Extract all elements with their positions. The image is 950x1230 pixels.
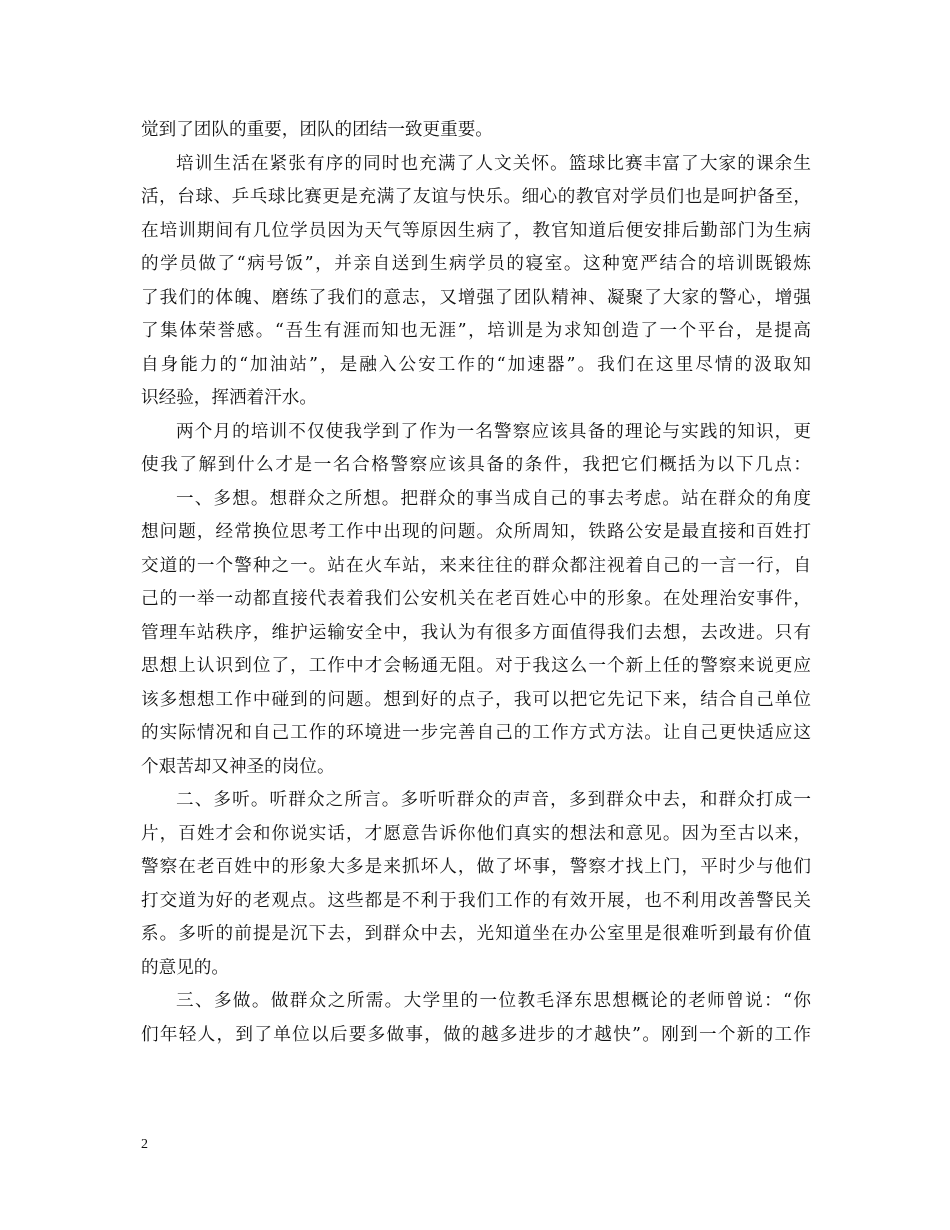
text-line: 思想上认识到位了，工作中才会畅通无阻。对于我这么一个新上任的警察来说更应 — [141, 656, 811, 676]
text-line: 活，台球、乒乓球比赛更是充满了友谊与快乐。细心的教官对学员们也是呵护备至， — [141, 187, 811, 207]
text-line: 了集体荣誉感。“吾生有涯而知也无涯”，培训是为求知创造了一个平台，是提高 — [141, 321, 811, 341]
text-line: 一、多想。想群众之所想。把群众的事当成自己的事去考虑。站在群众的角度 — [176, 488, 811, 509]
text-line: 交道的一个警种之一。站在火车站，来来往往的群众都注视着自己的一言一行，自 — [141, 555, 811, 576]
text-line: 管理车站秩序，维护运输安全中，我认为有很多方面值得我们去想，去改进。只有 — [141, 622, 811, 643]
text-line: 个艰苦却又神圣的岗位。 — [141, 756, 335, 777]
text-line: 了我们的体魄、磨练了我们的意志，又增强了团队精神、凝聚了大家的警心，增强 — [141, 287, 811, 308]
text-line: 使我了解到什么才是一名合格警察应该具备的条件，我把它们概括为以下几点： — [141, 455, 811, 475]
text-line: 在培训期间有几位学员因为天气等原因生病了，教官知道后便安排后勤部门为生病 — [141, 220, 811, 241]
text-line: 的实际情况和自己工作的环境进一步完善自己的工作方式方法。让自己更快适应这 — [141, 723, 811, 743]
text-line: 觉到了团队的重要，团队的团结一致更重要。 — [141, 120, 493, 140]
text-line: 该多想想工作中碰到的问题。想到好的点子，我可以把它先记下来，结合自己单位 — [141, 689, 811, 710]
text-line: 识经验，挥洒着汗水。 — [141, 388, 317, 408]
text-line: 想问题，经常换位思考工作中出现的问题。众所周知，铁路公安是最直接和百姓打 — [141, 522, 811, 542]
text-line: 的意见的。 — [141, 957, 229, 978]
text-line: 们年轻人，到了单位以后要多做事，做的越多进步的才越快”。刚到一个新的工作 — [141, 1024, 811, 1045]
text-line: 警察在老百姓中的形象大多是来抓坏人，做了坏事，警察才找上门，平时少与他们 — [141, 857, 811, 877]
text-line: 培训生活在紧张有序的同时也充满了人文关怀。篮球比赛丰富了大家的课余生 — [176, 153, 811, 174]
text-line: 己的一举一动都直接代表着我们公安机关在老百姓心中的形象。在处理治安事件， — [141, 589, 811, 609]
text-line: 片，百姓才会和你说实话，才愿意告诉你他们真实的想法和意见。因为至古以来， — [141, 823, 811, 844]
document-body — [141, 114, 811, 1052]
text-line: 二、多听。听群众之所言。多听听群众的声音，多到群众中去，和群众打成一 — [176, 790, 811, 810]
text-line: 的学员做了“病号饭”，并亲自送到生病学员的寝室。这种宽严结合的培训既锻炼 — [141, 254, 811, 274]
text-line: 自身能力的“加油站”，是融入公安工作的“加速器”。我们在这里尽情的汲取知 — [141, 354, 811, 375]
text-line: 系。多听的前提是沉下去，到群众中去，光知道坐在办公室里是很难听到最有价值 — [141, 924, 811, 944]
text-line: 三、多做。做群众之所需。大学里的一位教毛泽东思想概论的老师曾说：“你 — [176, 991, 811, 1011]
text-line: 打交道为好的老观点。这些都是不利于我们工作的有效开展，也不利用改善警民关 — [141, 890, 811, 911]
page-number: 2 — [141, 1137, 148, 1152]
text-line: 两个月的培训不仅使我学到了作为一名警察应该具备的理论与实践的知识，更 — [176, 421, 811, 442]
